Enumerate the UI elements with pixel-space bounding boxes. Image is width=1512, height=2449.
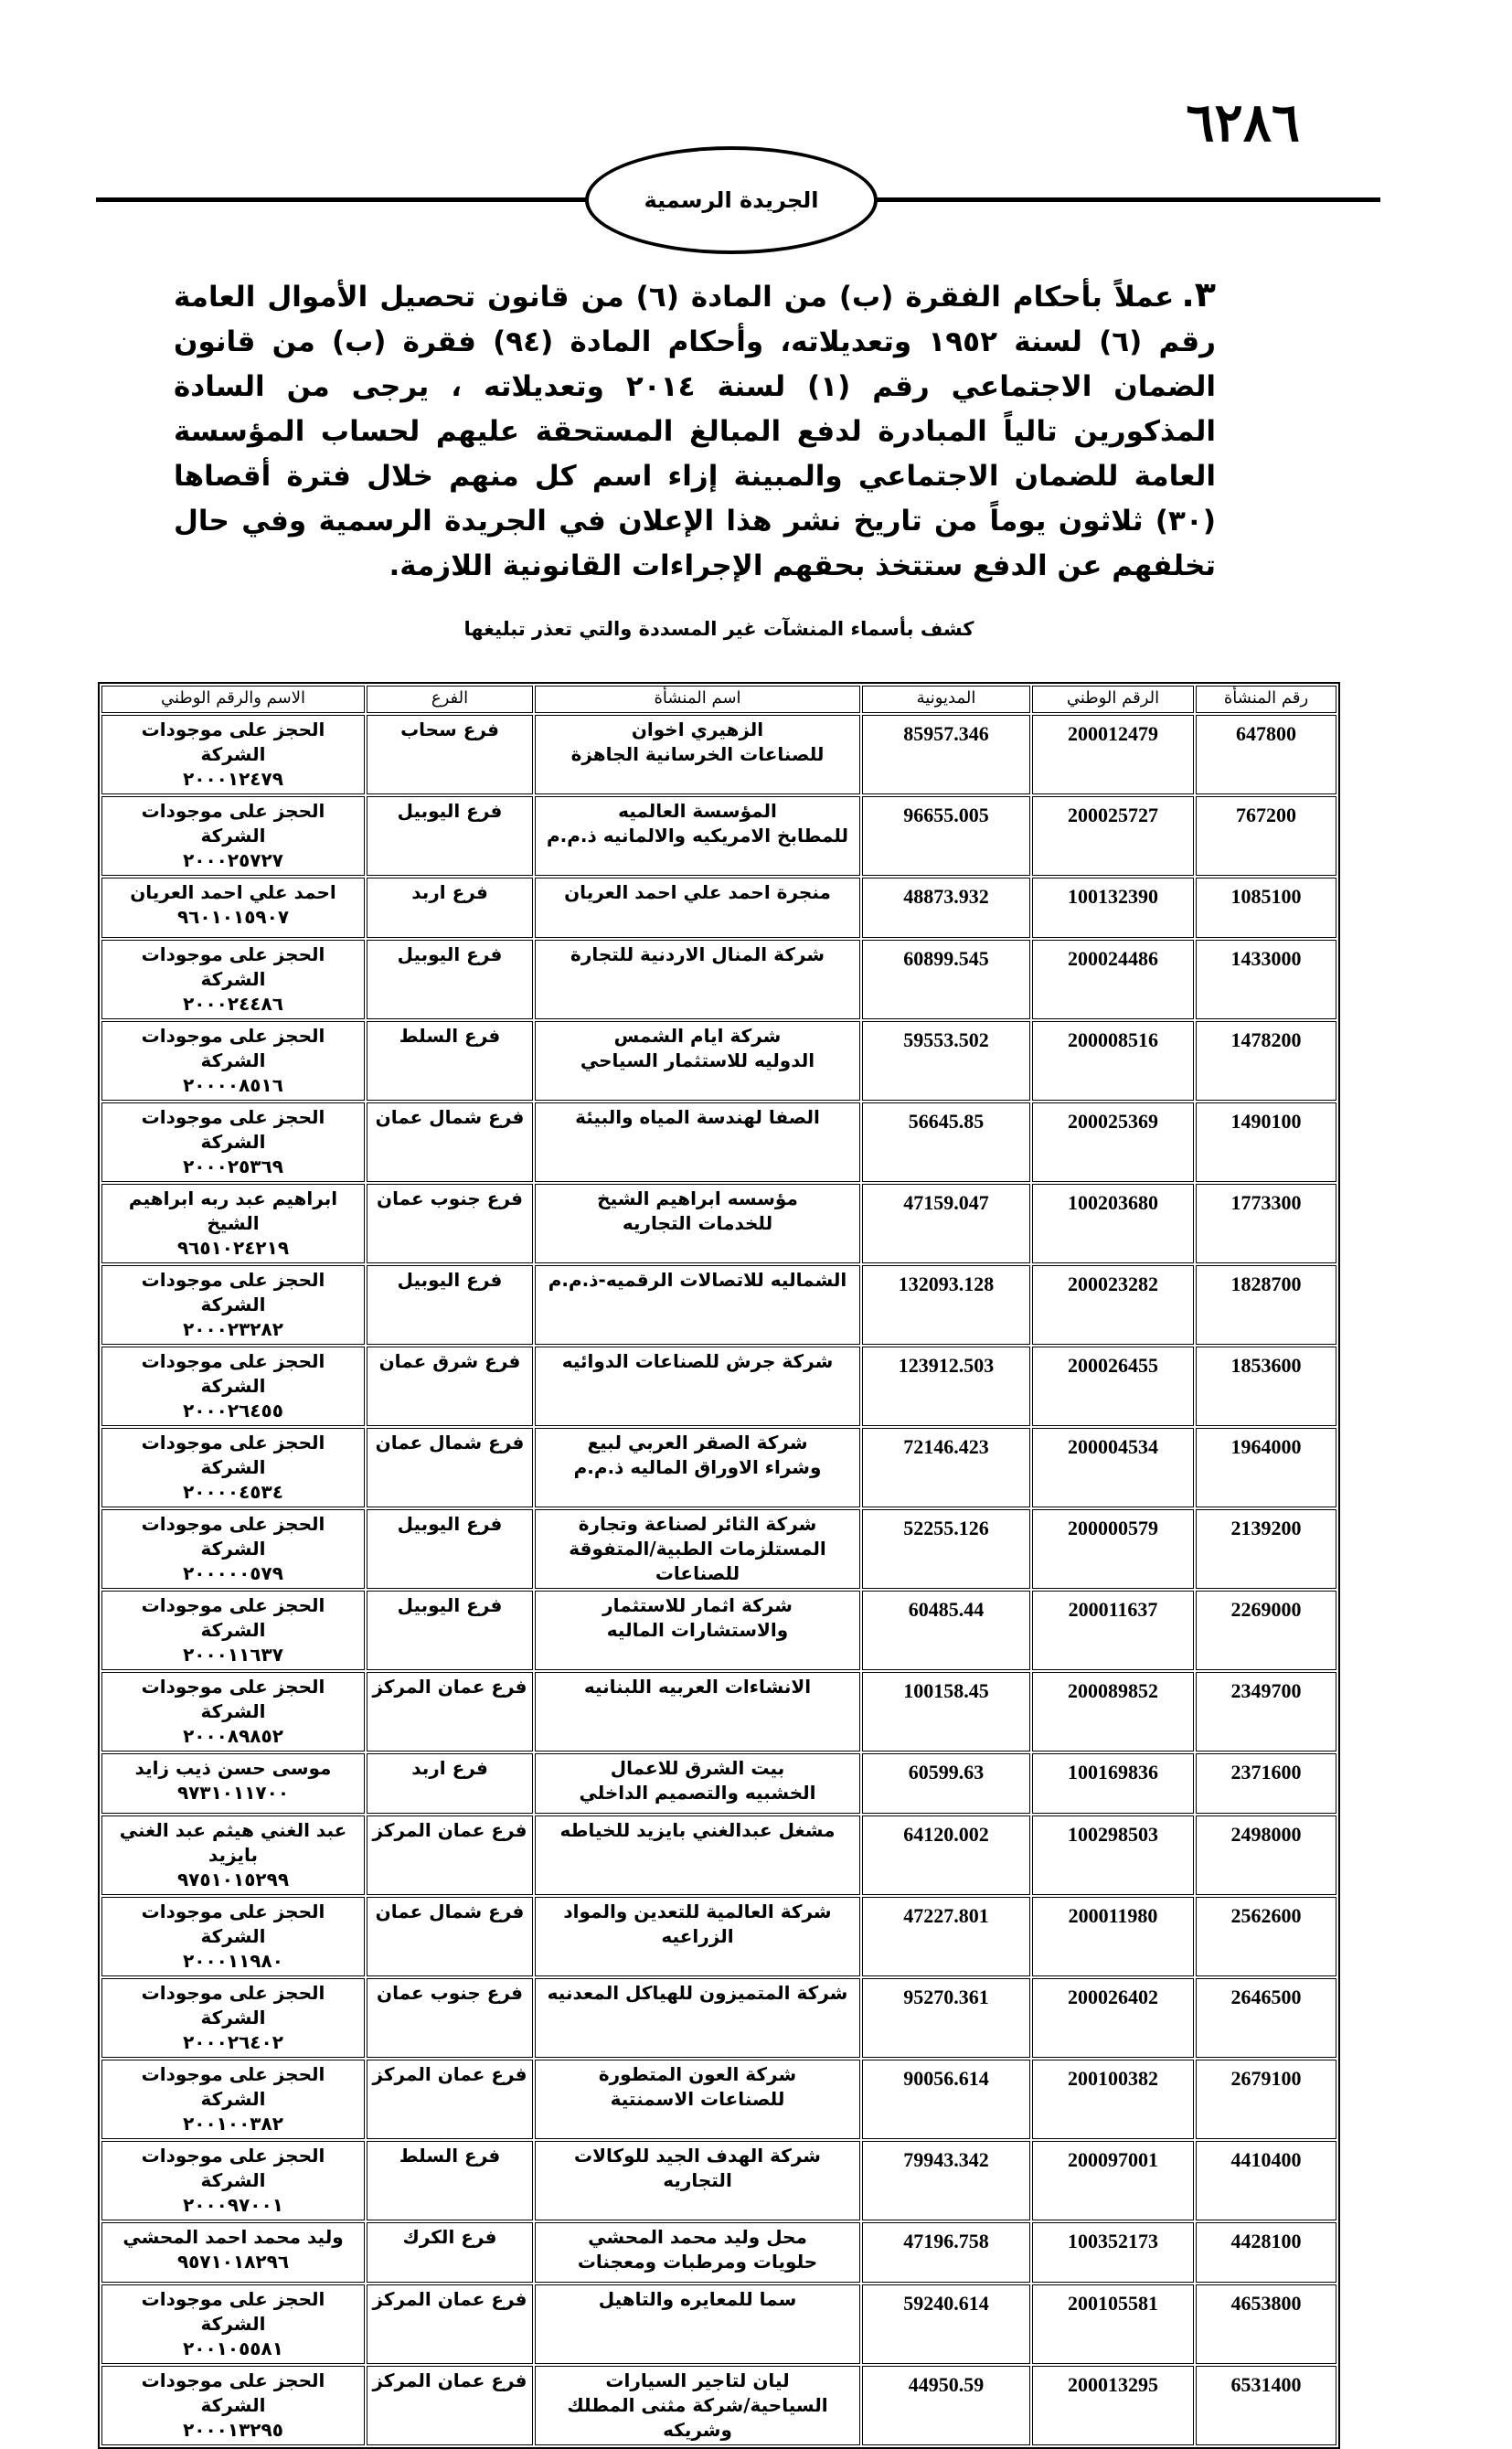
cell-national-number: 200011637 [1032, 1591, 1194, 1670]
cell-owner-name-national-id: الحجز على موجودات الشركة ٢٠٠٠٠٠٥٧٩ [101, 1509, 365, 1589]
cell-establishment-name: مؤسسه ابراهيم الشيخ للخدمات التجاريه [535, 1184, 860, 1263]
table-row [101, 1265, 1336, 1345]
cell-establishment-number: 1085100 [1196, 878, 1336, 938]
cell-establishment-number: 1853600 [1196, 1347, 1336, 1426]
notice-paragraph [174, 272, 1216, 589]
cell-national-number: 200023282 [1032, 1265, 1194, 1345]
cell-branch: فرع شمال عمان [367, 1897, 533, 1976]
establishments-table [98, 682, 1340, 2449]
cell-establishment-name: ليان لتاجير السيارات السياحية/شركة مثنى المطلك وشريكه [535, 2366, 860, 2445]
table-row [101, 878, 1336, 938]
header-owner-name-national-id: الاسم والرقم الوطني [101, 686, 365, 713]
cell-establishment-name: شركة الهدف الجيد للوكالات التجاريه [535, 2141, 860, 2220]
cell-national-number: 200025369 [1032, 1102, 1194, 1182]
cell-establishment-number: 2679100 [1196, 2060, 1336, 2139]
table-row [101, 1815, 1336, 1895]
cell-establishment-name: منجرة احمد علي احمد العريان [535, 878, 860, 938]
cell-establishment-number: 4428100 [1196, 2222, 1336, 2283]
cell-national-number: 200012479 [1032, 715, 1194, 794]
cell-establishment-number: 1773300 [1196, 1184, 1336, 1263]
table-row [101, 1509, 1336, 1589]
cell-debt-amount: 60599.63 [862, 1753, 1030, 1814]
header-national-number: الرقم الوطني [1032, 686, 1194, 713]
cell-owner-name-national-id: الحجز على موجودات الشركة ٢٠٠٠٢٥٣٦٩ [101, 1102, 365, 1182]
cell-national-number: 200004534 [1032, 1428, 1194, 1507]
cell-establishment-number: 1964000 [1196, 1428, 1336, 1507]
cell-debt-amount: 132093.128 [862, 1265, 1030, 1345]
cell-national-number: 200011980 [1032, 1897, 1194, 1976]
cell-owner-name-national-id: الحجز على موجودات الشركة ٢٠٠٠٢٦٤٥٥ [101, 1347, 365, 1426]
cell-owner-name-national-id: الحجز على موجودات الشركة ٢٠٠٠١٢٤٧٩ [101, 715, 365, 794]
cell-debt-amount: 90056.614 [862, 2060, 1030, 2139]
cell-branch: فرع اليوبيل [367, 1265, 533, 1345]
table-row [101, 715, 1336, 794]
cell-branch: فرع اليوبيل [367, 1591, 533, 1670]
cell-establishment-name: شركة الثائر لصناعة وتجارة المستلزمات الطبية/المتفوقة للصناعات [535, 1509, 860, 1589]
cell-branch: فرع اليوبيل [367, 940, 533, 1019]
table-row [101, 1428, 1336, 1507]
cell-debt-amount: 59240.614 [862, 2284, 1030, 2364]
cell-branch: فرع جنوب عمان [367, 1184, 533, 1263]
cell-establishment-name: الانشاءات العربيه اللبنانيه [535, 1672, 860, 1752]
cell-branch: فرع عمان المركز [367, 2060, 533, 2139]
cell-national-number: 100169836 [1032, 1753, 1194, 1814]
cell-owner-name-national-id: الحجز على موجودات الشركة ٢٠٠٠٢٣٢٨٢ [101, 1265, 365, 1345]
cell-establishment-name: شركة اثمار للاستثمار والاستشارات الماليه [535, 1591, 860, 1670]
cell-branch: فرع اربد [367, 1753, 533, 1814]
table-header-row [101, 686, 1336, 713]
cell-branch: فرع اربد [367, 878, 533, 938]
cell-owner-name-national-id: الحجز على موجودات الشركة ٢٠٠٠٩٧٠٠١ [101, 2141, 365, 2220]
cell-debt-amount: 64120.002 [862, 1815, 1030, 1895]
cell-establishment-number: 1433000 [1196, 940, 1336, 1019]
cell-establishment-name: مشغل عبدالغني بايزيد للخياطه [535, 1815, 860, 1895]
cell-national-number: 100352173 [1032, 2222, 1194, 2283]
cell-owner-name-national-id: الحجز على موجودات الشركة ٢٠٠١٠٠٣٨٢ [101, 2060, 365, 2139]
cell-branch: فرع سحاب [367, 715, 533, 794]
cell-national-number: 200097001 [1032, 2141, 1194, 2220]
cell-debt-amount: 72146.423 [862, 1428, 1030, 1507]
paragraph-text: عملاً بأحكام الفقرة (ب) من المادة (٦) من قانون تحصيل الأموال العامة رقم (٦) لسنة ١٩٥٢ وتعديلاته، وأحكام المادة (٩٤) فقرة (ب) من قانون الضمان الاجتماعي رقم (١) لسنة ٢٠١٤ وتعديلاته ، يرجى من السادة المذكورين تالياً المبادرة لدفع المبالغ المستحقة عليهم لحساب المؤسسة العامة للضمان الاجتماعي والمبينة إزاء اسم كل منهم خلال فترة أقصاها (٣٠) ثلاثون يوماً من تاريخ نشر هذا الإعلان في الجريدة الرسمية وفي حال تخلفهم عن الدفع ستتخذ بحقهم الإجراءات القانونية اللازمة. [174, 281, 1216, 582]
cell-debt-amount: 60899.545 [862, 940, 1030, 1019]
cell-establishment-number: 6531400 [1196, 2366, 1336, 2445]
cell-establishment-name: بيت الشرق للاعمال الخشبيه والتصميم الداخلي [535, 1753, 860, 1814]
cell-branch: فرع السلط [367, 1021, 533, 1101]
cell-debt-amount: 60485.44 [862, 1591, 1030, 1670]
cell-establishment-name: المؤسسة العالميه للمطابخ الامريكيه والالمانيه ذ.م.م [535, 796, 860, 876]
cell-owner-name-national-id: موسى حسن ذيب زايد ٩٧٣١٠١١٧٠٠ [101, 1753, 365, 1814]
cell-debt-amount: 47159.047 [862, 1184, 1030, 1263]
cell-national-number: 200013295 [1032, 2366, 1194, 2445]
cell-establishment-number: 2562600 [1196, 1897, 1336, 1976]
cell-establishment-name: شركة المتميزون للهياكل المعدنيه [535, 1978, 860, 2058]
cell-branch: فرع اليوبيل [367, 796, 533, 876]
cell-national-number: 200100382 [1032, 2060, 1194, 2139]
table-row [101, 2366, 1336, 2445]
cell-branch: فرع عمان المركز [367, 2366, 533, 2445]
cell-branch: فرع الكرك [367, 2222, 533, 2283]
cell-owner-name-national-id: الحجز على موجودات الشركة ٢٠٠٠٠٨٥١٦ [101, 1021, 365, 1101]
cell-owner-name-national-id: الحجز على موجودات الشركة ٢٠٠٠٨٩٨٥٢ [101, 1672, 365, 1752]
cell-debt-amount: 59553.502 [862, 1021, 1030, 1101]
table-row [101, 1347, 1336, 1426]
cell-national-number: 200105581 [1032, 2284, 1194, 2364]
cell-establishment-number: 2371600 [1196, 1753, 1336, 1814]
table-row [101, 2141, 1336, 2220]
cell-establishment-name: شركة جرش للصناعات الدوائيه [535, 1347, 860, 1426]
table-row [101, 2284, 1336, 2364]
cell-establishment-number: 2139200 [1196, 1509, 1336, 1589]
cell-establishment-number: 1490100 [1196, 1102, 1336, 1182]
table-title: كشف بأسماء المنشآت غير المسددة والتي تعذر تبليغها [463, 618, 974, 640]
cell-debt-amount: 47227.801 [862, 1897, 1030, 1976]
cell-national-number: 200026455 [1032, 1347, 1194, 1426]
cell-establishment-number: 2349700 [1196, 1672, 1336, 1752]
cell-national-number: 200025727 [1032, 796, 1194, 876]
cell-debt-amount: 96655.005 [862, 796, 1030, 876]
cell-debt-amount: 123912.503 [862, 1347, 1030, 1426]
cell-branch: فرع شمال عمان [367, 1102, 533, 1182]
cell-owner-name-national-id: وليد محمد احمد المحشي ٩٥٧١٠١٨٢٩٦ [101, 2222, 365, 2283]
cell-establishment-number: 2498000 [1196, 1815, 1336, 1895]
cell-branch: فرع اليوبيل [367, 1509, 533, 1589]
cell-establishment-number: 1828700 [1196, 1265, 1336, 1345]
cell-establishment-number: 647800 [1196, 715, 1336, 794]
cell-national-number: 100298503 [1032, 1815, 1194, 1895]
cell-establishment-name: شركة الصقر العربي لبيع وشراء الاوراق الماليه ذ.م.م [535, 1428, 860, 1507]
cell-establishment-name: سما للمعايره والتاهيل [535, 2284, 860, 2364]
cell-debt-amount: 95270.361 [862, 1978, 1030, 2058]
cell-debt-amount: 47196.758 [862, 2222, 1030, 2283]
table-row [101, 796, 1336, 876]
table-row [101, 940, 1336, 1019]
cell-debt-amount: 100158.45 [862, 1672, 1030, 1752]
cell-owner-name-national-id: الحجز على موجودات الشركة ٢٠٠١٠٥٥٨١ [101, 2284, 365, 2364]
cell-national-number: 200008516 [1032, 1021, 1194, 1101]
cell-establishment-number: 4410400 [1196, 2141, 1336, 2220]
cell-establishment-number: 1478200 [1196, 1021, 1336, 1101]
cell-debt-amount: 85957.346 [862, 715, 1030, 794]
table-row [101, 1021, 1336, 1101]
cell-establishment-number: 4653800 [1196, 2284, 1336, 2364]
cell-branch: فرع السلط [367, 2141, 533, 2220]
cell-branch: فرع شرق عمان [367, 1347, 533, 1426]
cell-branch: فرع جنوب عمان [367, 1978, 533, 2058]
cell-national-number: 200089852 [1032, 1672, 1194, 1752]
cell-national-number: 200000579 [1032, 1509, 1194, 1589]
cell-branch: فرع عمان المركز [367, 2284, 533, 2364]
cell-national-number: 100132390 [1032, 878, 1194, 938]
cell-owner-name-national-id: الحجز على موجودات الشركة ٢٠٠٠١١٩٨٠ [101, 1897, 365, 1976]
table-row [101, 1753, 1336, 1814]
cell-establishment-name: شركة العالمية للتعدين والمواد الزراعيه [535, 1897, 860, 1976]
cell-owner-name-national-id: الحجز على موجودات الشركة ٢٠٠٠٢٦٤٠٢ [101, 1978, 365, 2058]
table-row [101, 1591, 1336, 1670]
cell-owner-name-national-id: الحجز على موجودات الشركة ٢٠٠٠١١٦٣٧ [101, 1591, 365, 1670]
cell-owner-name-national-id: عبد الغني هيثم عبد الغني بايزيد ٩٧٥١٠١٥٢٩٩ [101, 1815, 365, 1895]
table-row [101, 1672, 1336, 1752]
cell-establishment-name: شركة العون المتطورة للصناعات الاسمنتية [535, 2060, 860, 2139]
cell-establishment-name: الصفا لهندسة المياه والبيئة [535, 1102, 860, 1182]
cell-national-number: 100203680 [1032, 1184, 1194, 1263]
cell-establishment-name: محل وليد محمد المحشي حلويات ومرطبات ومعجنات [535, 2222, 860, 2283]
header-branch: الفرع [367, 686, 533, 713]
cell-establishment-number: 2269000 [1196, 1591, 1336, 1670]
header-debt-amount: المديونية [862, 686, 1030, 713]
cell-debt-amount: 48873.932 [862, 878, 1030, 938]
header-establishment-name: اسم المنشأة [535, 686, 860, 713]
cell-owner-name-national-id: الحجز على موجودات الشركة ٢٠٠٠٠٤٥٣٤ [101, 1428, 365, 1507]
cell-owner-name-national-id: احمد علي احمد العريان ٩٦٠١٠١٥٩٠٧ [101, 878, 365, 938]
table-row [101, 1978, 1336, 2058]
header-emblem [585, 146, 878, 254]
table-row [101, 2222, 1336, 2283]
table-row [101, 1184, 1336, 1263]
table-row [101, 2060, 1336, 2139]
cell-owner-name-national-id: ابراهيم عبد ربه ابراهيم الشيخ ٩٦٥١٠٢٤٢١٩ [101, 1184, 365, 1263]
cell-establishment-name: شركة المنال الاردنية للتجارة [535, 940, 860, 1019]
header-establishment-number: رقم المنشأة [1196, 686, 1336, 713]
cell-branch: فرع عمان المركز [367, 1815, 533, 1895]
cell-debt-amount: 56645.85 [862, 1102, 1030, 1182]
cell-establishment-name: الشماليه للاتصالات الرقميه-ذ.م.م [535, 1265, 860, 1345]
cell-debt-amount: 79943.342 [862, 2141, 1030, 2220]
cell-debt-amount: 44950.59 [862, 2366, 1030, 2445]
cell-establishment-name: شركة ايام الشمس الدوليه للاستثمار السياحي [535, 1021, 860, 1101]
table-row [101, 1102, 1336, 1182]
cell-establishment-number: 2646500 [1196, 1978, 1336, 2058]
cell-national-number: 200026402 [1032, 1978, 1194, 2058]
cell-owner-name-national-id: الحجز على موجودات الشركة ٢٠٠٠٢٤٤٨٦ [101, 940, 365, 1019]
cell-national-number: 200024486 [1032, 940, 1194, 1019]
cell-owner-name-national-id: الحجز على موجودات الشركة ٢٠٠٠١٣٢٩٥ [101, 2366, 365, 2445]
cell-establishment-number: 767200 [1196, 796, 1336, 876]
paragraph-number: ٣. [1181, 274, 1216, 314]
cell-branch: فرع شمال عمان [367, 1428, 533, 1507]
cell-establishment-name: الزهيري اخوان للصناعات الخرسانية الجاهزة [535, 715, 860, 794]
cell-branch: فرع عمان المركز [367, 1672, 533, 1752]
header-title: الجريدة الرسمية [644, 187, 819, 213]
table-row [101, 1897, 1336, 1976]
cell-owner-name-national-id: الحجز على موجودات الشركة ٢٠٠٠٢٥٧٢٧ [101, 796, 365, 876]
page-number: ٦٢٨٦ [1186, 91, 1300, 154]
cell-debt-amount: 52255.126 [862, 1509, 1030, 1589]
